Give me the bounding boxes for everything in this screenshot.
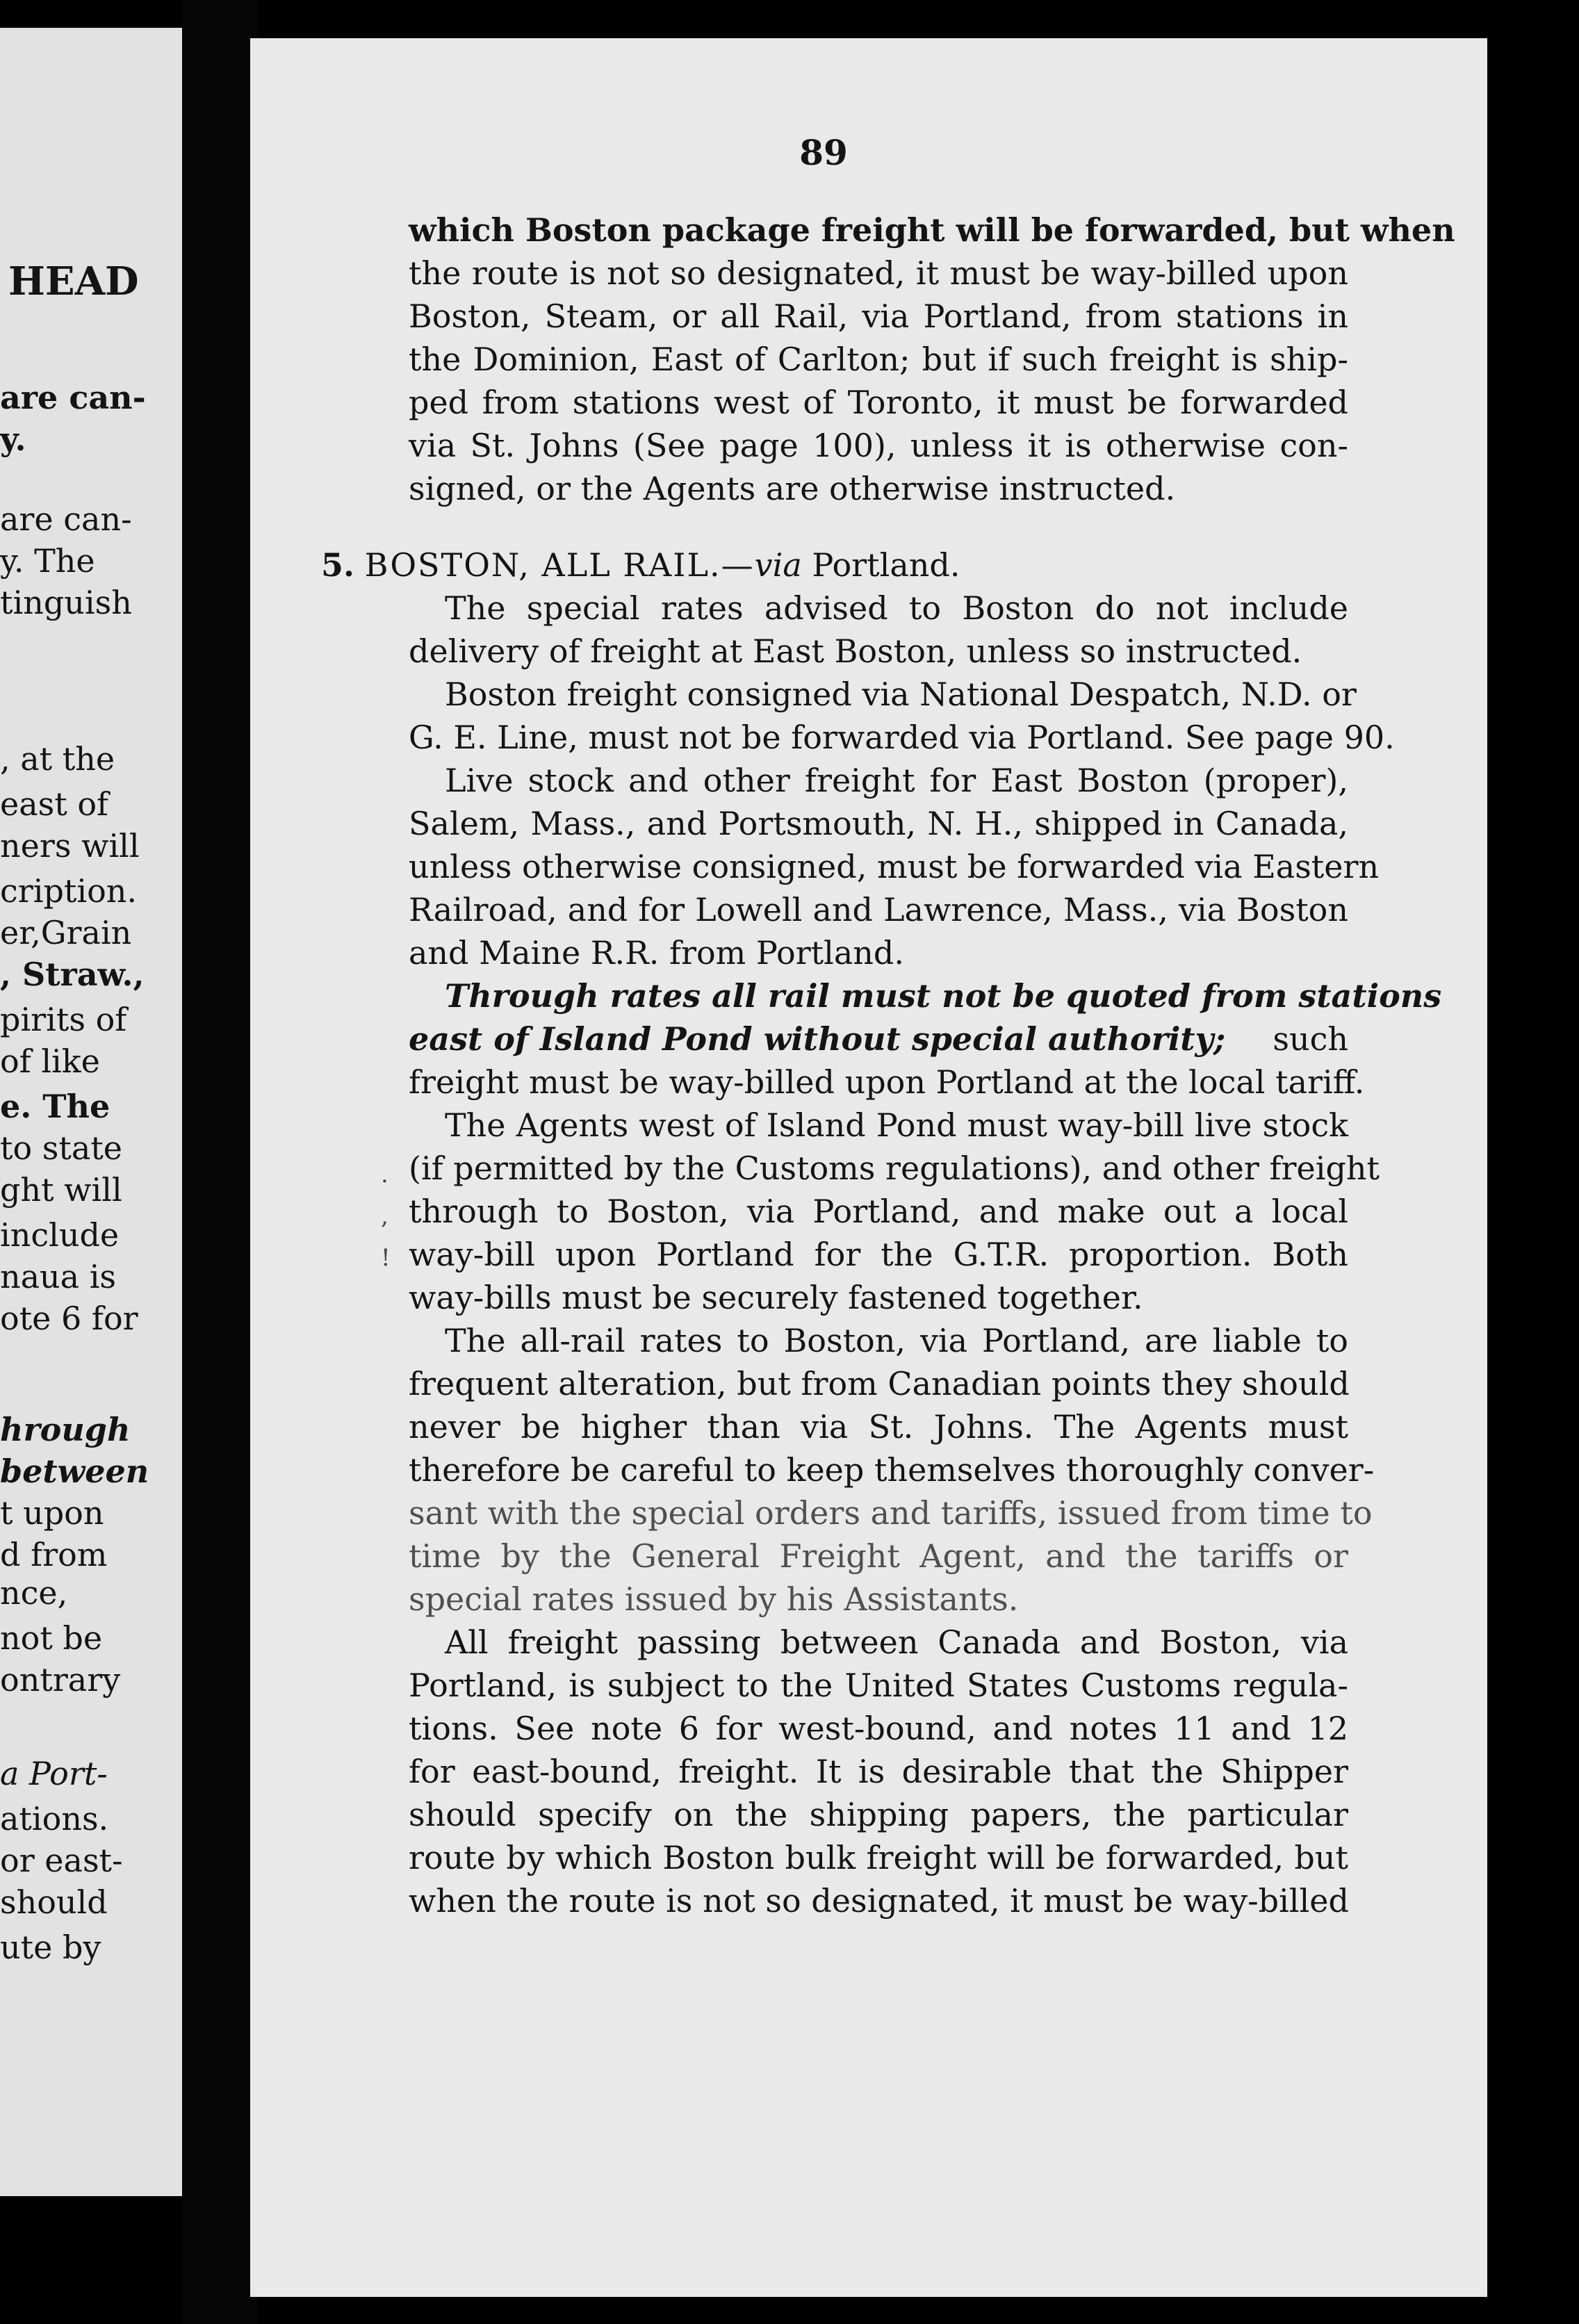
left-text-fragment: e. The	[0, 1088, 111, 1125]
margin-mark: !	[381, 1244, 391, 1272]
text-line: way-bills must be securely fastened together.	[409, 1279, 1143, 1316]
section-route: Portland.	[812, 546, 960, 584]
left-text-fragment: are can-	[0, 500, 132, 538]
margin-mark: ,	[381, 1202, 388, 1230]
text-line: route by which Boston bulk freight will be forwarded, but	[409, 1839, 1348, 1876]
text-line: the Dominion, East of Carlton; but if such freight is ship-	[409, 341, 1348, 378]
text-line: ped from stations west of Toronto, it must be forwarded	[409, 384, 1348, 421]
text-line: the route is not so designated, it must be way-billed upon	[409, 254, 1348, 292]
left-text-fragment: ations.	[0, 1800, 109, 1838]
left-text-fragment: ght will	[0, 1171, 122, 1209]
left-text-fragment: between	[0, 1452, 149, 1490]
page-number: 89	[799, 132, 848, 173]
text-line: special rates issued by his Assistants.	[409, 1580, 1019, 1618]
text-line: The special rates advised to Boston do not include	[445, 589, 1348, 627]
text-line: which Boston package freight will be forwarded, but when	[409, 211, 1455, 249]
left-text-fragment: t upon	[0, 1494, 104, 1532]
text-line: The Agents west of Island Pond must way-bill live stock	[445, 1106, 1348, 1144]
text-line: sant with the special orders and tariffs, issued from time to	[409, 1494, 1373, 1532]
text-line: Railroad, and for Lowell and Lawrence, Mass., via Boston	[409, 891, 1348, 928]
left-text-fragment: should	[0, 1883, 108, 1921]
text-line-italic: east of Island Pond without special authority;	[409, 1020, 1226, 1058]
text-line-tail: such	[1273, 1020, 1348, 1058]
text-line: delivery of freight at East Boston, unless so instructed.	[409, 632, 1302, 670]
left-text-fragment: ote 6 for	[0, 1300, 138, 1337]
left-text-fragment: ute by	[0, 1929, 101, 1966]
left-text-fragment: cription.	[0, 872, 138, 910]
text-line: Portland, is subject to the United States Customs regula-	[409, 1667, 1348, 1704]
left-text-fragment: east of	[0, 785, 109, 823]
section-title: BOSTON, ALL RAIL.—	[364, 546, 755, 584]
left-text-fragment: or east-	[0, 1842, 123, 1879]
text-line: through to Boston, via Portland, and make out a local	[409, 1193, 1348, 1230]
section-via: via	[754, 546, 802, 584]
left-text-fragment: to state	[0, 1129, 123, 1167]
left-text-fragment: hrough	[0, 1411, 131, 1448]
text-line: time by the General Freight Agent, and the tariffs or	[409, 1537, 1348, 1575]
text-line: unless otherwise consigned, must be forwarded via Eastern	[409, 848, 1380, 885]
text-line: therefore be careful to keep themselves thoroughly conver-	[409, 1451, 1375, 1489]
book-gutter	[182, 0, 259, 2324]
text-line: freight must be way-billed upon Portland at the local tariff.	[409, 1063, 1365, 1101]
text-line: Boston, Steam, or all Rail, via Portland, from stations in	[409, 297, 1348, 335]
text-line: via St. Johns (See page 100), unless it is otherwise con-	[409, 427, 1348, 464]
text-line: and Maine R.R. from Portland.	[409, 934, 904, 972]
text-line: The all-rail rates to Boston, via Portland, are liable to	[445, 1322, 1348, 1359]
text-line: Boston freight consigned via National Despatch, N.D. or	[445, 676, 1357, 713]
left-text-fragment: ontrary	[0, 1661, 121, 1699]
left-text-fragment: er,Grain	[0, 914, 132, 951]
left-text-fragment: y.	[0, 420, 26, 458]
left-text-fragment: a Port-	[0, 1755, 108, 1792]
text-line: for east-bound, freight. It is desirable that the Shipper	[409, 1753, 1348, 1790]
text-line: G. E. Line, must not be forwarded via Portland. See page 90.	[409, 719, 1395, 756]
left-text-fragment: not be	[0, 1619, 103, 1657]
left-text-fragment: , at the	[0, 740, 115, 778]
left-text-fragment: nce,	[0, 1574, 68, 1612]
left-text-fragment: y. The	[0, 542, 95, 580]
left-text-fragment: naua is	[0, 1258, 117, 1295]
text-line: All freight passing between Canada and Boston, via	[445, 1623, 1348, 1661]
text-line	[409, 1017, 1348, 1061]
left-text-fragment: pirits of	[0, 1001, 127, 1038]
section-heading	[321, 543, 960, 587]
text-line: Live stock and other freight for East Boston (proper),	[445, 762, 1348, 799]
text-line: tions. See note 6 for west-bound, and notes 11 and 12	[409, 1710, 1348, 1747]
left-page-fragment	[0, 28, 208, 2196]
text-line: signed, or the Agents are otherwise instructed.	[409, 470, 1176, 507]
left-text-fragment: , Straw.,	[0, 956, 145, 993]
left-text-fragment: are can-	[0, 379, 146, 416]
text-line: Salem, Mass., and Portsmouth, N. H., shipped in Canada,	[409, 805, 1348, 842]
text-line: way-bill upon Portland for the G.T.R. proportion. Both	[409, 1236, 1348, 1273]
left-text-fragment: d from	[0, 1536, 108, 1573]
margin-mark: .	[381, 1161, 388, 1188]
left-text-fragment: ners will	[0, 827, 140, 865]
text-line: should specify on the shipping papers, the particular	[409, 1796, 1348, 1833]
text-line: never be higher than via St. Johns. The Agents must	[409, 1408, 1348, 1446]
text-line: (if permitted by the Customs regulations), and other freight	[409, 1149, 1380, 1187]
text-line: frequent alteration, but from Canadian points they should	[409, 1365, 1350, 1402]
left-text-fragment: tinguish	[0, 584, 132, 621]
left-heading-fragment: HEAD	[8, 259, 139, 304]
left-text-fragment: of like	[0, 1042, 100, 1080]
text-line-italic: Through rates all rail must not be quoted from stations	[445, 977, 1442, 1015]
text-line: when the route is not so designated, it must be way-billed	[409, 1882, 1349, 1920]
left-text-fragment: include	[0, 1216, 120, 1254]
section-number: 5.	[321, 546, 355, 584]
